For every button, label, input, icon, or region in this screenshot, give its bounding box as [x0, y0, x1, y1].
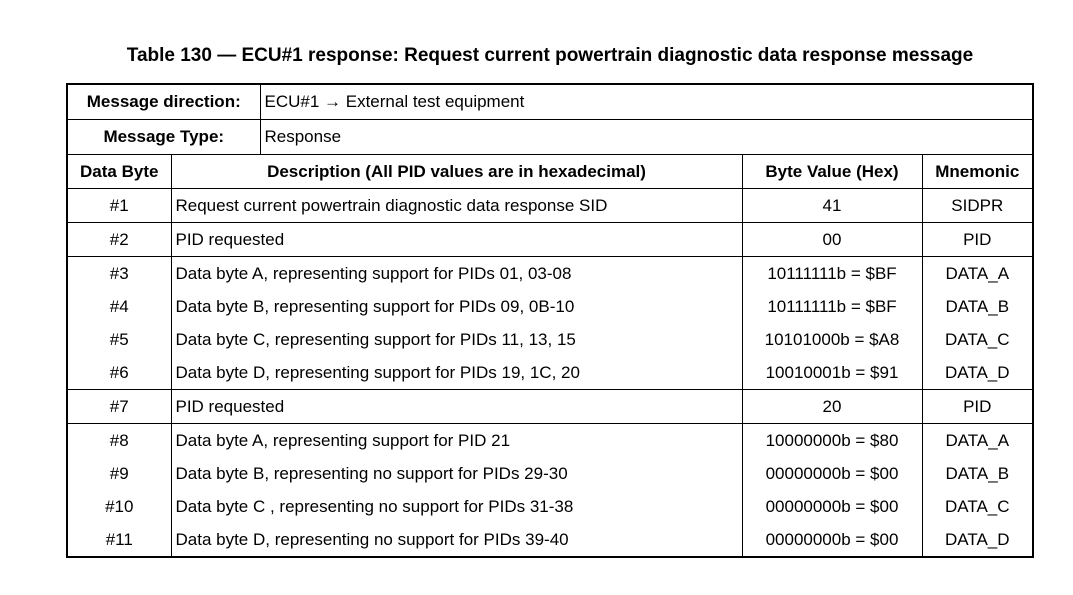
data-byte-cell: #5: [67, 323, 171, 356]
table-row: [67, 189, 1033, 223]
meta-row-direction: [67, 84, 1033, 120]
byte-value-cell: 00000000b = $00: [742, 490, 922, 523]
table-row: [67, 290, 1033, 323]
mnemonic-cell: DATA_D: [922, 523, 1033, 557]
description-cell: Data byte B, representing no support for PIDs 29-30: [171, 457, 742, 490]
table-caption: Table 130 — ECU#1 response: Request current powertrain diagnostic data response message: [126, 45, 974, 66]
description-cell: PID requested: [171, 223, 742, 257]
response-message-table: [66, 83, 1034, 558]
mnemonic-cell: PID: [922, 390, 1033, 424]
byte-value-cell: 00000000b = $00: [742, 523, 922, 557]
header-row: [67, 155, 1033, 189]
mnemonic-cell: SIDPR: [922, 189, 1033, 223]
byte-value-cell: 10111111b = $BF: [742, 257, 922, 291]
table-row: [67, 356, 1033, 390]
mnemonic-cell: DATA_C: [922, 490, 1033, 523]
mnemonic-cell: PID: [922, 223, 1033, 257]
meta-label: Message direction:: [67, 84, 260, 120]
data-byte-cell: #3: [67, 257, 171, 291]
table-body: [67, 189, 1033, 558]
data-byte-cell: #11: [67, 523, 171, 557]
byte-value-cell: 20: [742, 390, 922, 424]
mnemonic-cell: DATA_A: [922, 257, 1033, 291]
byte-value-cell: 10000000b = $80: [742, 424, 922, 458]
description-cell: Data byte D, representing support for PIDs 19, 1C, 20: [171, 356, 742, 390]
byte-value-cell: 00: [742, 223, 922, 257]
data-byte-cell: #10: [67, 490, 171, 523]
meta-row-type: [67, 120, 1033, 155]
column-header-mnemonic: Mnemonic: [922, 155, 1033, 189]
byte-value-cell: 10111111b = $BF: [742, 290, 922, 323]
mnemonic-cell: DATA_B: [922, 457, 1033, 490]
data-byte-cell: #2: [67, 223, 171, 257]
description-cell: Request current powertrain diagnostic data response SID: [171, 189, 742, 223]
column-header-byte-value: Byte Value (Hex): [742, 155, 922, 189]
meta-value: Response: [260, 120, 1033, 155]
description-cell: Data byte A, representing support for PID 21: [171, 424, 742, 458]
meta-label: Message Type:: [67, 120, 260, 155]
data-byte-cell: #8: [67, 424, 171, 458]
byte-value-cell: 10101000b = $A8: [742, 323, 922, 356]
description-cell: Data byte D, representing no support for PIDs 39-40: [171, 523, 742, 557]
byte-value-cell: 41: [742, 189, 922, 223]
mnemonic-cell: DATA_D: [922, 356, 1033, 390]
column-header-data-byte: Data Byte: [67, 155, 171, 189]
data-byte-cell: #9: [67, 457, 171, 490]
data-byte-cell: #1: [67, 189, 171, 223]
meta-value: ECU#1 → External test equipment: [260, 84, 1033, 120]
description-cell: Data byte C, representing support for PIDs 11, 13, 15: [171, 323, 742, 356]
byte-value-cell: 00000000b = $00: [742, 457, 922, 490]
mnemonic-cell: DATA_C: [922, 323, 1033, 356]
table-row: [67, 223, 1033, 257]
byte-value-cell: 10010001b = $91: [742, 356, 922, 390]
data-byte-cell: #4: [67, 290, 171, 323]
data-byte-cell: #7: [67, 390, 171, 424]
description-cell: PID requested: [171, 390, 742, 424]
table-row: [67, 523, 1033, 557]
table-row: [67, 257, 1033, 291]
table-row: [67, 390, 1033, 424]
description-cell: Data byte A, representing support for PIDs 01, 03-08: [171, 257, 742, 291]
mnemonic-cell: DATA_A: [922, 424, 1033, 458]
table-row: [67, 323, 1033, 356]
data-byte-cell: #6: [67, 356, 171, 390]
description-cell: Data byte B, representing support for PIDs 09, 0B-10: [171, 290, 742, 323]
table-row: [67, 457, 1033, 490]
mnemonic-cell: DATA_B: [922, 290, 1033, 323]
table-row: [67, 424, 1033, 458]
column-header-description: Description (All PID values are in hexadecimal): [171, 155, 742, 189]
description-cell: Data byte C , representing no support for PIDs 31-38: [171, 490, 742, 523]
table-row: [67, 490, 1033, 523]
